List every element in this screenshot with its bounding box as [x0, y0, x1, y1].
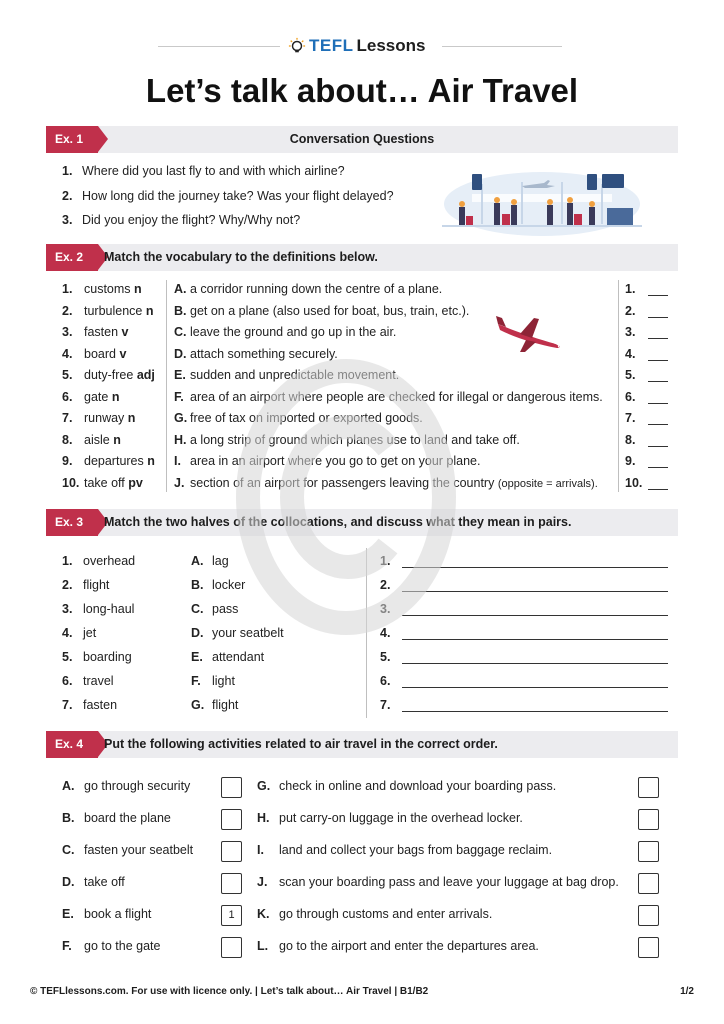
- collocation-right: [191, 578, 245, 592]
- brand-lessons: Lessons: [356, 36, 426, 55]
- definition-text: sudden and unpredictable movement.: [190, 368, 400, 382]
- activity-item: [62, 939, 160, 953]
- definition-text: area of an airport where people are checked for illegal or dangerous items.: [190, 389, 603, 404]
- answer-line: [380, 650, 670, 664]
- footer: [30, 986, 694, 997]
- answer-blank[interactable]: [402, 615, 668, 616]
- vocab-word: customs: [84, 282, 131, 296]
- answer-number: 6.: [625, 389, 636, 404]
- ex1-tag: Ex. 1: [46, 126, 98, 153]
- vocab-number: 2.: [62, 303, 73, 318]
- collocation-left: [62, 698, 117, 712]
- answer-number: 10.: [625, 475, 643, 490]
- header-brand: [0, 34, 724, 58]
- vocab-row: [62, 390, 672, 411]
- activity-text: board the plane: [84, 811, 171, 825]
- activity-letter: A.: [62, 779, 75, 793]
- activity-item: [257, 811, 523, 825]
- answer-number: 7.: [625, 411, 636, 425]
- activity-text: land and collect your bags from baggage reclaim.: [279, 843, 553, 857]
- footer-text: © TEFLlessons.com. For use with licence only. | Let’s talk about… Air Travel | B1/B2: [30, 986, 429, 997]
- answer-line: [380, 602, 670, 616]
- page-number: 1/2: [680, 986, 694, 997]
- item-text: attendant: [212, 650, 265, 664]
- definition-text-group: [190, 282, 442, 296]
- answer-blank[interactable]: [648, 424, 668, 425]
- column-divider: [366, 548, 367, 718]
- item-letter: D.: [191, 626, 204, 640]
- ex4-title: Put the following activities related to air travel in the correct order.: [104, 737, 498, 751]
- activity-item: [62, 875, 125, 889]
- vocab-word-group: [84, 390, 119, 404]
- question-text: Did you enjoy the flight? Why/Why not?: [82, 213, 301, 227]
- order-checkbox[interactable]: [221, 777, 242, 798]
- collocation-left: [62, 674, 114, 688]
- vocab-word-group: [84, 282, 142, 296]
- question-1: [62, 164, 345, 178]
- answer-blank[interactable]: [402, 711, 668, 712]
- answer-number: 8.: [625, 432, 636, 447]
- definition-letter: D.: [174, 346, 187, 361]
- answer-blank[interactable]: [402, 663, 668, 664]
- vocab-row: [62, 325, 672, 346]
- answer-line: [380, 626, 670, 640]
- item-letter: G.: [191, 698, 205, 712]
- item-number: 2.: [62, 578, 73, 592]
- definition-note: (opposite = arrivals).: [497, 477, 598, 490]
- vocab-word: departures: [84, 454, 144, 468]
- item-text: flight: [83, 578, 110, 592]
- vocab-word: turbulence: [84, 303, 143, 318]
- item-number: 7.: [62, 698, 73, 712]
- answer-blank[interactable]: [648, 489, 668, 490]
- vocab-row: [62, 347, 672, 368]
- definition-text-group: [190, 433, 520, 447]
- definition-letter: F.: [174, 389, 184, 404]
- ex3-tag: Ex. 3: [46, 509, 98, 536]
- vocab-word: aisle: [84, 432, 110, 447]
- order-checkbox[interactable]: [638, 905, 659, 926]
- vocab-row: [62, 411, 672, 432]
- collocation-right: [191, 602, 238, 616]
- item-text: travel: [83, 674, 114, 688]
- order-checkbox[interactable]: [221, 873, 242, 894]
- vocab-word: fasten: [84, 325, 119, 339]
- definition-text-group: [190, 390, 603, 404]
- vocab-word-group: [84, 325, 129, 339]
- ex2-header: [46, 244, 678, 271]
- definition-text-group: [190, 325, 396, 339]
- item-text: fasten: [83, 698, 118, 712]
- definition-text: area in an airport where you go to get on your plane.: [190, 454, 481, 468]
- answer-number: 5.: [380, 650, 391, 664]
- order-checkbox[interactable]: [221, 841, 242, 862]
- collocation-right: [191, 554, 229, 568]
- activity-text: take off: [84, 875, 125, 889]
- vocab-number: 1.: [62, 282, 73, 296]
- answer-number: 1.: [380, 554, 391, 568]
- answer-number: 2.: [625, 303, 636, 318]
- divider: [442, 46, 562, 47]
- ex2-title: Match the vocabulary to the definitions below.: [104, 250, 378, 264]
- part-of-speech: n: [111, 389, 120, 404]
- divider: [158, 46, 280, 47]
- logo: [288, 34, 425, 58]
- item-text: your seatbelt: [212, 626, 284, 640]
- vocab-row: [62, 454, 672, 475]
- vocab-number: 4.: [62, 346, 73, 361]
- vocab-word: take off: [84, 475, 125, 490]
- activity-item: [62, 811, 171, 825]
- definition-text: a long strip of ground which planes use to land and take off.: [190, 432, 520, 447]
- item-letter: E.: [191, 650, 203, 664]
- answer-number: 6.: [380, 674, 391, 688]
- activity-text: go to the gate: [84, 939, 161, 953]
- answer-blank[interactable]: [402, 687, 668, 688]
- activity-letter: D.: [62, 875, 75, 889]
- item-letter: C.: [191, 602, 204, 616]
- lightbulb-icon: [288, 37, 306, 55]
- vocab-number: 9.: [62, 454, 73, 468]
- vocab-word-group: [84, 368, 155, 382]
- brand-tefl: TEFL: [309, 36, 354, 55]
- activity-text: fasten your seatbelt: [84, 843, 194, 857]
- item-text: light: [212, 674, 235, 688]
- item-text: boarding: [83, 650, 132, 664]
- answer-number: 7.: [380, 698, 391, 712]
- ex2-tag: Ex. 2: [46, 244, 98, 271]
- definition-letter: A.: [174, 282, 187, 296]
- item-text: overhead: [83, 554, 136, 568]
- answer-blank[interactable]: [648, 381, 668, 382]
- part-of-speech: n: [134, 282, 142, 296]
- part-of-speech: v: [121, 325, 129, 339]
- activity-item: [257, 843, 552, 857]
- answer-number: 9.: [625, 454, 636, 468]
- activity-item: [257, 779, 556, 793]
- item-letter: F.: [191, 674, 201, 688]
- part-of-speech: adj: [136, 368, 155, 382]
- answer-blank[interactable]: [402, 567, 668, 568]
- vocab-word: gate: [84, 389, 109, 404]
- collocation-left: [62, 626, 96, 640]
- vocab-word-group: [84, 304, 154, 318]
- activity-letter: G.: [257, 779, 271, 793]
- collocation-right: [191, 626, 284, 640]
- definition-letter: G.: [174, 411, 188, 425]
- answer-blank[interactable]: [648, 446, 668, 447]
- part-of-speech: n: [145, 303, 154, 318]
- answer-blank[interactable]: [402, 591, 668, 592]
- activity-letter: B.: [62, 811, 75, 825]
- answer-number: 3.: [380, 602, 391, 616]
- item-number: 6.: [62, 674, 73, 688]
- vocab-number: 5.: [62, 368, 73, 382]
- answer-number: 3.: [625, 325, 636, 339]
- definition-letter: C.: [174, 325, 187, 339]
- order-checkbox[interactable]: [638, 809, 659, 830]
- order-checkbox[interactable]: 1: [221, 905, 242, 926]
- activity-text: put carry-on luggage in the overhead locker.: [279, 811, 523, 825]
- part-of-speech: pv: [128, 475, 143, 490]
- vocab-number: 7.: [62, 411, 73, 425]
- answer-number: 2.: [380, 578, 391, 592]
- definition-text: get on a plane (also used for boat, bus, train, etc.).: [190, 303, 470, 318]
- vocab-word-group: [84, 411, 135, 425]
- definition-letter: H.: [174, 432, 187, 447]
- answer-blank[interactable]: [648, 317, 668, 318]
- item-text: long-haul: [83, 602, 135, 616]
- ex3-header: [46, 509, 678, 536]
- vocab-word: duty-free: [84, 368, 134, 382]
- activity-text: check in online and download your boarding pass.: [279, 779, 557, 793]
- vocab-word-group: [84, 347, 126, 361]
- vocab-word: board: [84, 346, 116, 361]
- vocab-number: 6.: [62, 389, 73, 404]
- definition-text-group: [190, 347, 338, 361]
- activity-item: [62, 843, 193, 857]
- vocab-row: [62, 368, 672, 389]
- order-checkbox[interactable]: [221, 809, 242, 830]
- activity-item: [257, 875, 619, 889]
- activity-text: scan your boarding pass and leave your luggage at bag drop.: [279, 875, 619, 889]
- item-letter: A.: [191, 554, 204, 568]
- activity-letter: E.: [62, 907, 74, 921]
- vocab-word-group: [84, 433, 121, 447]
- part-of-speech: n: [147, 454, 155, 468]
- item-text: jet: [83, 626, 97, 640]
- definition-text: leave the ground and go up in the air.: [190, 325, 397, 339]
- answer-line: [380, 578, 670, 592]
- activity-text: go through security: [84, 779, 191, 793]
- answer-blank[interactable]: [402, 639, 668, 640]
- answer-line: [380, 698, 670, 712]
- answer-number: 1.: [625, 282, 636, 296]
- activity-item: [257, 907, 492, 921]
- activity-letter: K.: [257, 907, 270, 921]
- definition-letter: J.: [174, 475, 185, 490]
- vocab-row: [62, 282, 672, 303]
- question-3: [62, 213, 300, 227]
- answer-line: [380, 674, 670, 688]
- ex4-tag: Ex. 4: [46, 731, 98, 758]
- answer-blank[interactable]: [648, 467, 668, 468]
- question-text: Where did you last fly to and with which airline?: [82, 164, 345, 178]
- airplane-icon: [494, 314, 564, 354]
- collocation-right: [191, 698, 238, 712]
- item-number: 4.: [62, 626, 73, 640]
- activity-letter: J.: [257, 875, 268, 889]
- item-number: 5.: [62, 650, 73, 664]
- order-checkbox[interactable]: [638, 777, 659, 798]
- vocab-number: 8.: [62, 432, 73, 447]
- item-number: 1.: [62, 554, 73, 568]
- answer-number: 4.: [625, 346, 636, 361]
- ex3-title: Match the two halves of the collocations, and discuss what they mean in pairs.: [104, 515, 572, 529]
- activity-letter: H.: [257, 811, 270, 825]
- item-letter: B.: [191, 578, 204, 592]
- answer-blank[interactable]: [648, 360, 668, 361]
- vocab-word-group: [84, 454, 155, 468]
- answer-number: 5.: [625, 368, 636, 382]
- answer-blank[interactable]: [648, 403, 668, 404]
- page-title: Let’s talk about… Air Travel: [145, 72, 579, 109]
- collocation-right: [191, 650, 264, 664]
- order-checkbox[interactable]: [638, 937, 659, 958]
- ex1-title: Conversation Questions: [289, 132, 435, 146]
- activity-letter: F.: [62, 939, 72, 953]
- collocation-left: [62, 554, 135, 568]
- activity-item: [257, 939, 539, 953]
- activity-item: [62, 907, 151, 921]
- part-of-speech: v: [119, 346, 127, 361]
- order-checkbox[interactable]: [638, 873, 659, 894]
- answer-blank[interactable]: [648, 338, 668, 339]
- vocab-word: runway: [84, 411, 125, 425]
- answer-line: [380, 554, 670, 568]
- question-number: 1.: [62, 164, 73, 178]
- ex4-header: [46, 731, 678, 758]
- activity-text: go through customs and enter arrivals.: [279, 907, 493, 921]
- definition-text: attach something securely.: [190, 346, 338, 361]
- item-text: pass: [212, 602, 239, 616]
- collocation-right: [191, 674, 235, 688]
- part-of-speech: n: [127, 411, 136, 425]
- answer-blank[interactable]: [648, 295, 668, 296]
- item-number: 3.: [62, 602, 73, 616]
- ex1-header: [46, 126, 678, 153]
- definition-letter: E.: [174, 368, 186, 382]
- activity-letter: L.: [257, 939, 269, 953]
- activity-text: book a flight: [84, 907, 152, 921]
- definition-text: section of an airport for passengers leaving the country: [190, 475, 498, 490]
- item-text: lag: [212, 554, 229, 568]
- definition-text: free of tax on imported or exported goods.: [190, 411, 423, 425]
- order-checkbox[interactable]: [221, 937, 242, 958]
- order-checkbox[interactable]: [638, 841, 659, 862]
- activity-item: [62, 779, 190, 793]
- vocab-row: [62, 304, 672, 325]
- definition-text-group: [190, 476, 598, 490]
- question-text: How long did the journey take? Was your flight delayed?: [82, 189, 394, 203]
- collocation-left: [62, 602, 134, 616]
- collocation-left: [62, 650, 132, 664]
- vocab-row: [62, 476, 672, 497]
- activity-text: go to the airport and enter the departures area.: [279, 939, 539, 953]
- definition-text-group: [190, 411, 423, 425]
- question-number: 3.: [62, 213, 73, 227]
- definition-letter: B.: [174, 303, 187, 318]
- definition-text-group: [190, 304, 469, 318]
- item-text: locker: [212, 578, 246, 592]
- vocab-row: [62, 433, 672, 454]
- activity-letter: C.: [62, 843, 75, 857]
- question-2: [62, 189, 394, 203]
- vocab-word-group: [84, 476, 143, 490]
- answer-number: 4.: [380, 626, 391, 640]
- activity-letter: I.: [257, 843, 264, 857]
- vocab-number: 3.: [62, 325, 73, 339]
- airport-illustration: [442, 164, 642, 236]
- part-of-speech: n: [113, 432, 121, 447]
- definition-text: a corridor running down the centre of a plane.: [190, 282, 443, 296]
- collocation-left: [62, 578, 109, 592]
- question-number: 2.: [62, 189, 73, 203]
- vocab-number: 10.: [62, 475, 80, 490]
- definition-text-group: [190, 368, 399, 382]
- definition-letter: I.: [174, 454, 181, 468]
- item-text: flight: [212, 698, 239, 712]
- definition-text-group: [190, 454, 480, 468]
